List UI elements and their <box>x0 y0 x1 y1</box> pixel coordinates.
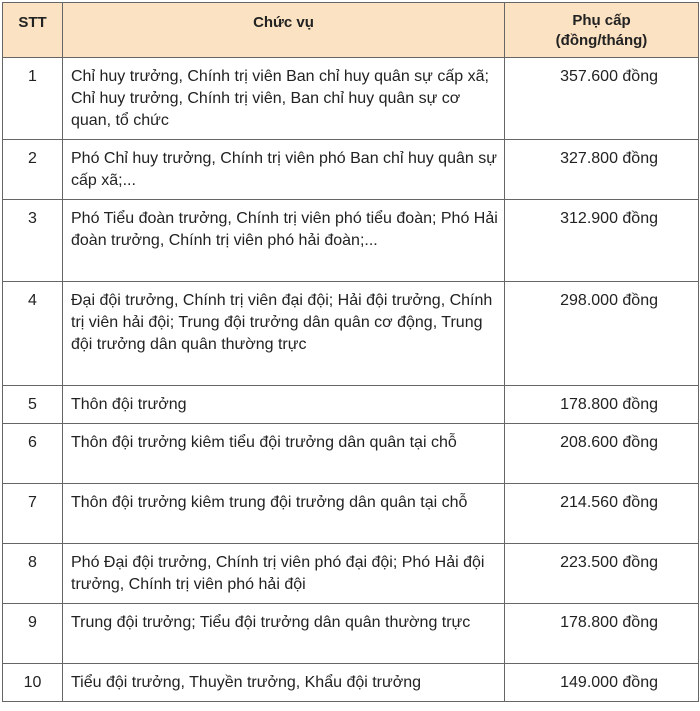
cell-amount: 214.560 đồng <box>505 484 699 544</box>
cell-role: Phó Chỉ huy trưởng, Chính trị viên phó Ban chỉ huy quân sự cấp xã;... <box>63 140 505 200</box>
header-allowance <box>505 3 699 58</box>
table-row <box>3 604 699 664</box>
cell-role: Phó Đại đội trưởng, Chính trị viên phó đại đội; Phó Hải đội trưởng, Chính trị viên phó hải đội <box>63 544 505 604</box>
header-role: Chức vụ <box>63 3 505 58</box>
table-row <box>3 58 699 140</box>
table-row <box>3 484 699 544</box>
cell-amount: 312.900 đồng <box>505 200 699 282</box>
cell-role: Trung đội trưởng; Tiểu đội trưởng dân quân thường trực <box>63 604 505 664</box>
header-stt: STT <box>3 3 63 58</box>
table-row <box>3 664 699 702</box>
cell-role: Chỉ huy trưởng, Chính trị viên Ban chỉ huy quân sự cấp xã; Chỉ huy trưởng, Chính trị viên, Ban chỉ huy quân sự cơ quan, tổ chức <box>63 58 505 140</box>
cell-amount: 298.000 đồng <box>505 282 699 386</box>
cell-stt: 1 <box>3 58 63 140</box>
cell-stt: 6 <box>3 424 63 484</box>
cell-role: Thôn đội trưởng kiêm trung đội trưởng dân quân tại chỗ <box>63 484 505 544</box>
cell-amount: 357.600 đồng <box>505 58 699 140</box>
table-row <box>3 140 699 200</box>
cell-stt: 5 <box>3 386 63 424</box>
cell-amount: 223.500 đồng <box>505 544 699 604</box>
cell-stt: 3 <box>3 200 63 282</box>
cell-role: Thôn đội trưởng <box>63 386 505 424</box>
cell-stt: 2 <box>3 140 63 200</box>
table-row <box>3 386 699 424</box>
cell-amount: 178.800 đồng <box>505 386 699 424</box>
cell-stt: 4 <box>3 282 63 386</box>
allowance-table <box>2 2 699 702</box>
cell-stt: 10 <box>3 664 63 702</box>
cell-role: Thôn đội trưởng kiêm tiểu đội trưởng dân quân tại chỗ <box>63 424 505 484</box>
table-row <box>3 282 699 386</box>
cell-amount: 149.000 đồng <box>505 664 699 702</box>
cell-stt: 9 <box>3 604 63 664</box>
cell-amount: 327.800 đồng <box>505 140 699 200</box>
header-row <box>3 3 699 58</box>
cell-stt: 7 <box>3 484 63 544</box>
table-row <box>3 200 699 282</box>
cell-amount: 178.800 đồng <box>505 604 699 664</box>
header-allowance-line2: (đồng/tháng) <box>555 32 648 49</box>
header-allowance-line1: Phụ cấp <box>572 12 631 29</box>
cell-amount: 208.600 đồng <box>505 424 699 484</box>
cell-stt: 8 <box>3 544 63 604</box>
table-row <box>3 544 699 604</box>
cell-role: Phó Tiểu đoàn trưởng, Chính trị viên phó tiểu đoàn; Phó Hải đoàn trưởng, Chính trị viên phó hải đoàn;... <box>63 200 505 282</box>
cell-role: Tiểu đội trưởng, Thuyền trưởng, Khẩu đội trưởng <box>63 664 505 702</box>
cell-role: Đại đội trưởng, Chính trị viên đại đội; Hải đội trưởng, Chính trị viên hải đội; Trung đội trưởng dân quân cơ động, Trung đội trưởng dân quân thường trực <box>63 282 505 386</box>
table-row <box>3 424 699 484</box>
